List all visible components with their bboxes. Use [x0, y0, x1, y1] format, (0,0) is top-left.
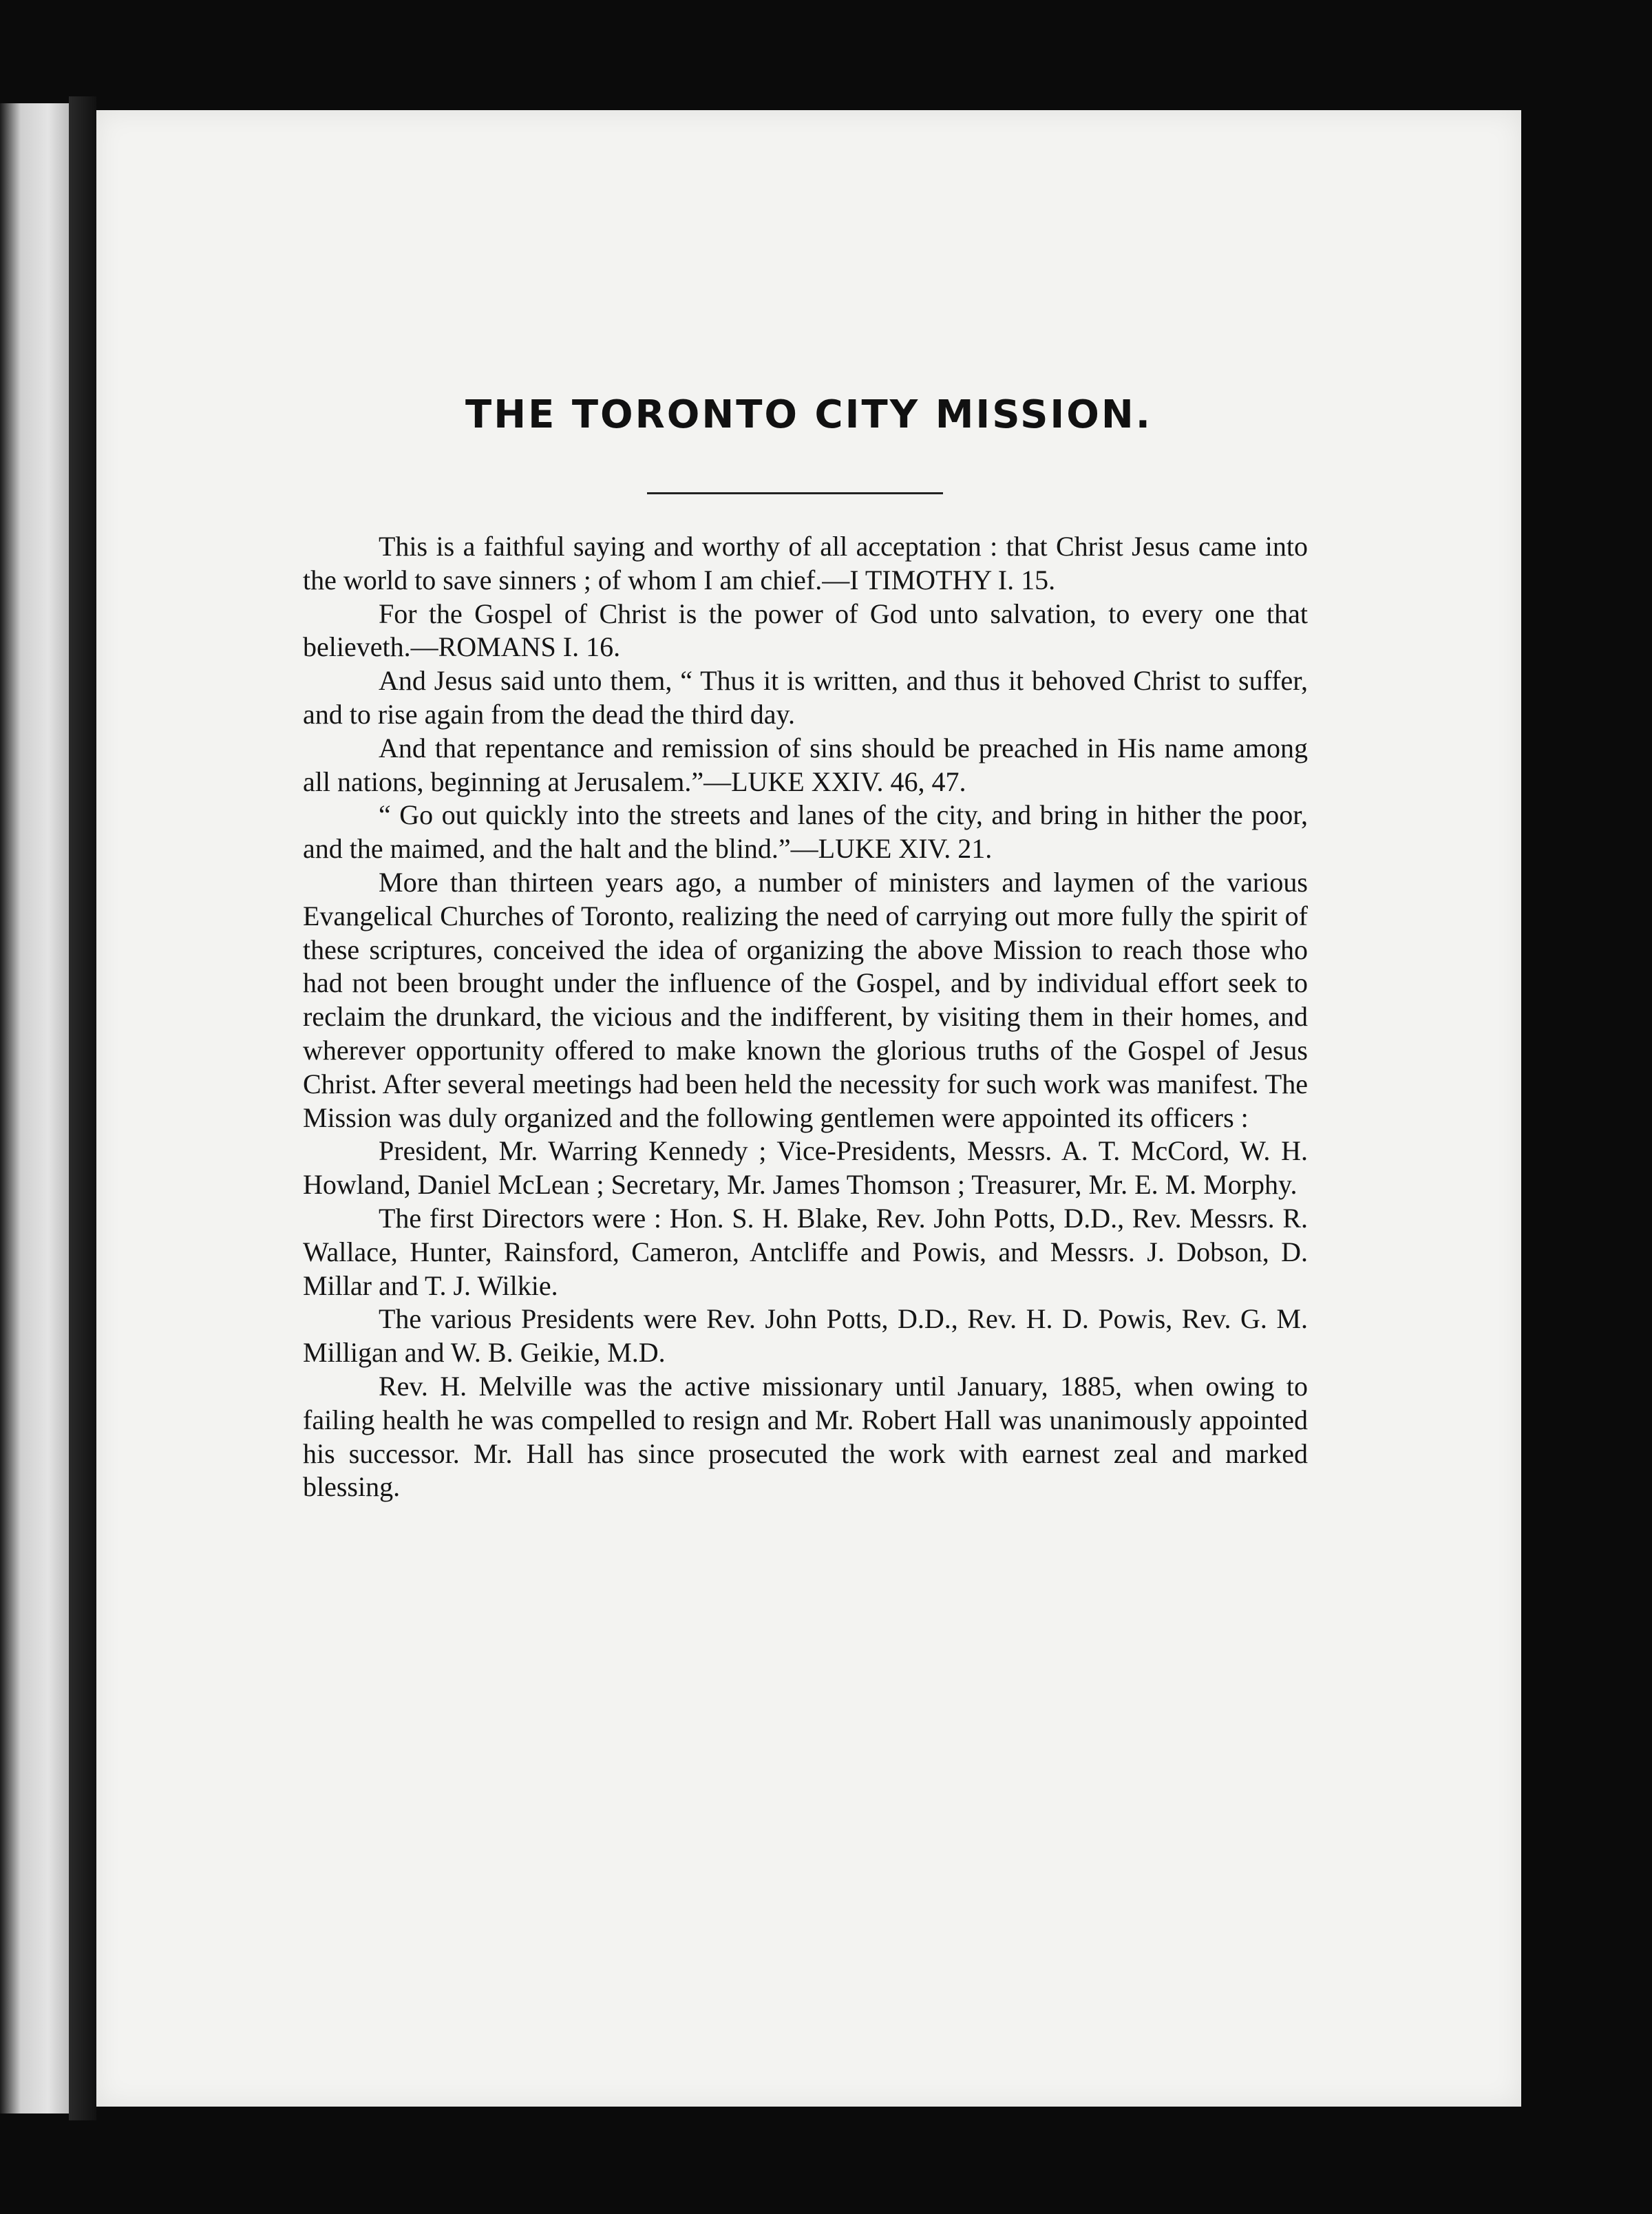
book-gutter: [69, 96, 96, 2120]
paragraph-presidents: The various Presidents were Rev. John Potts, D.D., Rev. H. D. Powis, Rev. G. M. Milligan and W. B. Geikie, M.D.: [303, 1303, 1308, 1369]
paragraph-history: More than thirteen years ago, a number of ministers and laymen of the various Evangelical Churches of Toronto, realizing the need of carrying out more fully the spirit of these scriptures, conceived the idea of organizing the above Mission to reach those who had not been brought under the influence of the Gospel, and by individual effort seek to reclaim the drunkard, the vicious and the indifferent, by visiting them in their homes, and wherever opportunity offered to make known the glorious truths of the Gospel of Jesus Christ. After several meetings had been held the necessity for such work was manifest. The Mission was duly organized and the following gentlemen were appointed its officers :: [303, 866, 1308, 1133]
title-divider: [647, 492, 943, 494]
paragraph-romans: For the Gospel of Christ is the power of God unto salvation, to every one that believeth.—ROMANS I. 16.: [303, 598, 1308, 663]
paragraph-missionary: Rev. H. Melville was the active missionary until January, 1885, when owing to failing health he was compelled to resign and Mr. Robert Hall was unanimously appointed his successor. Mr. Hall has since prosecuted the work with earnest zeal and marked blessing.: [303, 1370, 1308, 1503]
body-text: [303, 530, 1308, 1504]
paragraph-luke-14: “ Go out quickly into the streets and lanes of the city, and bring in hither the poor, and the maimed, and the halt and the blind.”—LUKE XIV. 21.: [303, 799, 1308, 865]
page-title: THE TORONTO CITY MISSION.: [465, 392, 1152, 437]
left-page-edge: [0, 103, 69, 2113]
paragraph-luke-24-a: And Jesus said unto them, “ Thus it is written, and thus it behoved Christ to suffer, and to rise again from the dead the third day.: [303, 665, 1308, 730]
paragraph-timothy: This is a faithful saying and worthy of all acceptation : that Christ Jesus came into the world to save sinners ; of whom I am chief.—I TIMOTHY I. 15.: [303, 531, 1308, 595]
paragraph-luke-24-b: And that repentance and remission of sins should be preached in His name among all nations, beginning at Jerusalem.”—LUKE XXIV. 46, 47.: [303, 732, 1308, 797]
paragraph-directors: The first Directors were : Hon. S. H. Blake, Rev. John Potts, D.D., Rev. Messrs. R. Wallace, Hunter, Rainsford, Cameron, Antcliffe and Powis, and Messrs. J. Dobson, D. Millar and T. J. Wilkie.: [303, 1202, 1308, 1301]
paragraph-officers: President, Mr. Warring Kennedy ; Vice-Presidents, Messrs. A. T. McCord, W. H. Howland, Daniel McLean ; Secretary, Mr. James Thomson ; Treasurer, Mr. E. M. Morphy.: [303, 1135, 1308, 1201]
document-page: [96, 110, 1521, 2107]
